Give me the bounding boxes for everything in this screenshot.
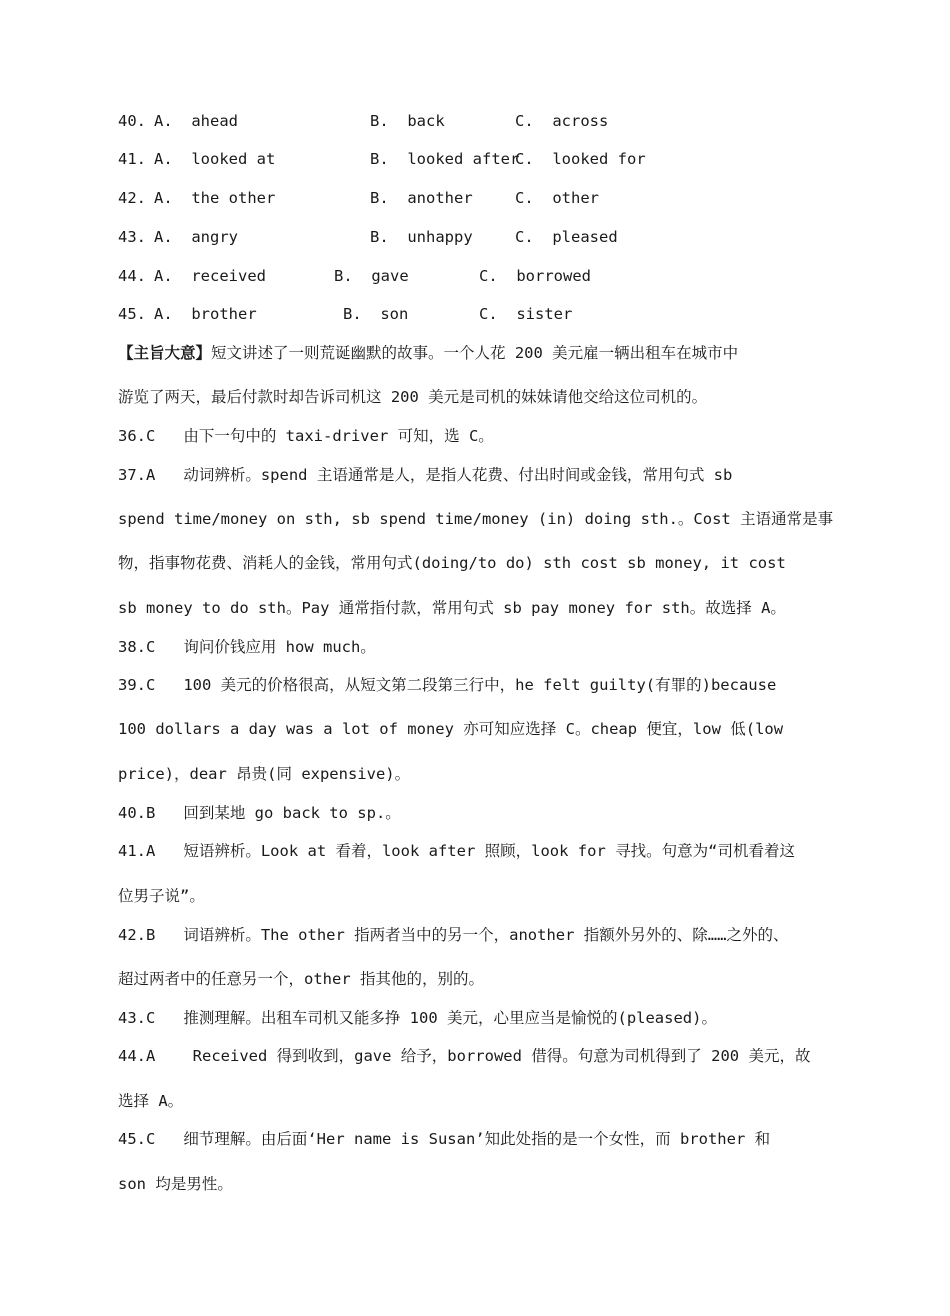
answer-line: 45.C 细节理解。由后面‘Her name is Susan’知此处指的是一个女性，而 brother 和 [118,1130,771,1148]
answer-line: 超过两者中的任意另一个，other 指其他的，别的。 [118,970,484,988]
option-b: B. son [343,305,409,323]
answer-line: 100 dollars a day was a lot of money 亦可知应选择 C。cheap 便宜，low 低(low [118,720,784,738]
option-a: A. ahead [154,112,238,130]
answer-line: 44.A Received 得到收到，gave 给予，borrowed 借得。句意为司机得到了 200 美元，故 [118,1047,811,1065]
option-c: C. looked for [515,150,646,168]
option-b: B. gave [334,267,409,285]
summary-line: 游览了两天，最后付款时却告诉司机这 200 美元是司机的妹妹请他交给这位司机的。 [118,388,708,406]
summary-line [118,342,738,364]
answer-line: 40.B 回到某地 go back to sp.。 [118,804,401,822]
answer-line: 38.C 询问价钱应用 how much。 [118,638,376,656]
answer-line: 37.A 动词辨析。spend 主语通常是人，是指人花费、付出时间或金钱，常用句式 sb [118,466,733,484]
option-number: 40. [118,112,146,130]
option-a: A. angry [154,228,238,246]
option-b: B. another [370,189,473,207]
answer-line: 物，指事物花费、消耗人的金钱，常用句式(doing/to do) sth cost sb money, it cost [118,554,786,572]
answer-line: 36.C 由下一句中的 taxi-driver 可知，选 C。 [118,427,494,445]
option-b: B. unhappy [370,228,473,246]
option-c: C. across [515,112,609,130]
option-number: 45. [118,305,146,323]
option-a: A. received [154,267,266,285]
option-a: A. the other [154,189,276,207]
answer-line: spend time/money on sth, sb spend time/money (in) doing sth.。Cost 主语通常是事 [118,510,834,528]
answer-line: price)，dear 昂贵(同 expensive)。 [118,765,411,783]
answer-line: 43.C 推测理解。出租车司机又能多挣 100 美元，心里应当是愉悦的(pleased)。 [118,1009,717,1027]
answer-line: sb money to do sth。Pay 通常指付款，常用句式 sb pay money for sth。故选择 A。 [118,599,786,617]
summary-heading: 【主旨大意】 [118,344,212,362]
option-c: C. sister [479,305,573,323]
option-a: A. brother [154,305,257,323]
answer-line: 位男子说”。 [118,887,205,905]
answer-line: 41.A 短语辨析。Look at 看着，look after 照顾，look for 寻找。句意为“司机看着这 [118,842,795,860]
answer-line: 39.C 100 美元的价格很高，从短文第二段第三行中，he felt guilty(有罪的)because [118,676,777,694]
option-number: 42. [118,189,146,207]
option-number: 44. [118,267,146,285]
option-c: C. other [515,189,599,207]
option-a: A. looked at [154,150,276,168]
option-b: B. looked after [370,150,520,168]
option-b: B. back [370,112,445,130]
option-number: 43. [118,228,146,246]
option-c: C. borrowed [479,267,591,285]
option-number: 41. [118,150,146,168]
answer-line: 选择 A。 [118,1092,184,1110]
option-c: C. pleased [515,228,618,246]
answer-line: son 均是男性。 [118,1175,233,1193]
answer-line: 42.B 词语辨析。The other 指两者当中的另一个，another 指额外另外的、除……之外的、 [118,926,789,944]
summary-text: 短文讲述了一则荒诞幽默的故事。一个人花 200 美元雇一辆出租车在城市中 [211,344,739,362]
